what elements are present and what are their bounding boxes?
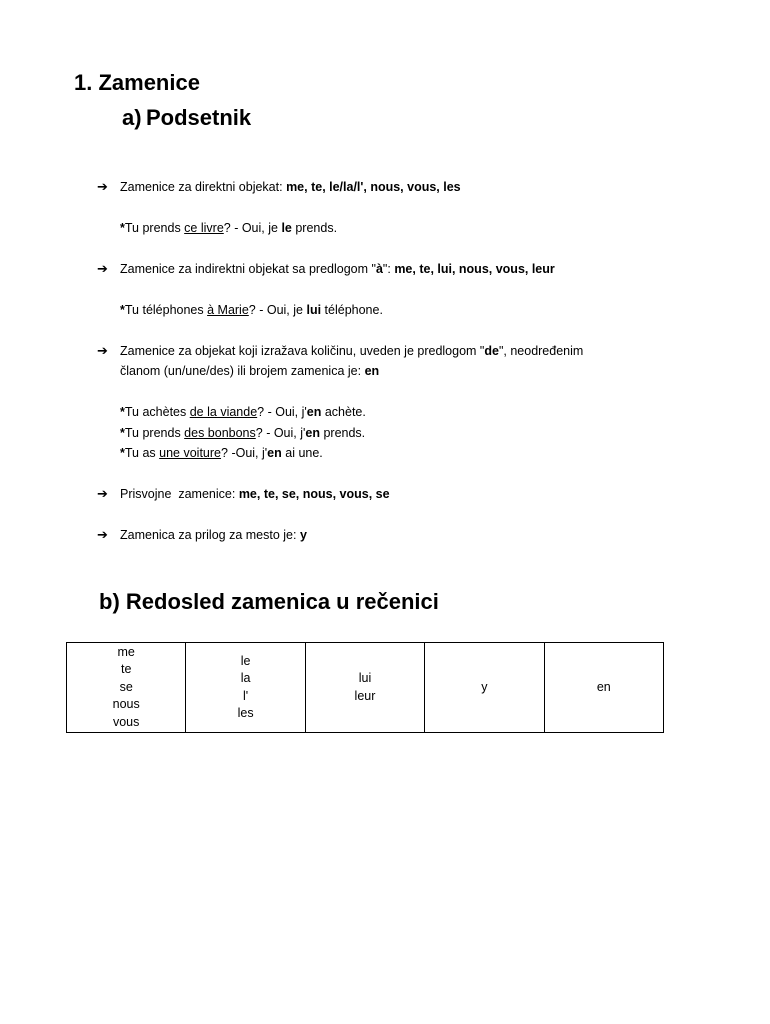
right-arrow-icon: ➔	[97, 179, 108, 194]
page-title: 1. Zamenice	[74, 70, 200, 95]
cell-line: nous	[112, 697, 140, 712]
example-line	[120, 303, 383, 317]
cell-line: me	[117, 644, 135, 659]
example-pre: Tu achètes	[124, 405, 190, 419]
cell-line: te	[120, 662, 132, 677]
bullet-text-mid: ":	[382, 262, 395, 276]
example-line	[120, 221, 337, 235]
cell-line: la	[240, 671, 251, 685]
bullet-text: Prisvojne zamenice:	[120, 487, 239, 501]
bullet-bold: me, te, se, nous, vous, se	[238, 487, 390, 501]
table-cell-col3	[305, 643, 424, 733]
example-line	[120, 405, 366, 419]
example-line	[120, 446, 323, 460]
cell-line: se	[119, 679, 133, 694]
example-star: *	[120, 405, 125, 419]
example-pre: Tu téléphones	[124, 303, 208, 317]
example-mid: ? -Oui, j'	[221, 446, 268, 460]
example-bold: le	[281, 221, 292, 235]
example-underlined: une voiture	[159, 446, 222, 460]
bullet-indirect-object	[120, 262, 555, 276]
bullet-place-adverb	[120, 528, 307, 542]
example-underlined: ce livre	[184, 221, 224, 235]
cell-line: y	[481, 679, 488, 694]
example-bold: en	[305, 426, 320, 440]
cell-line: lui	[358, 671, 372, 685]
example-star: *	[120, 426, 125, 440]
bullet-text: Zamenice za objekat koji izražava količinu, uveden je predlogom "	[120, 344, 485, 358]
example-post: téléphone.	[321, 303, 383, 317]
example-bold: lui	[306, 303, 322, 317]
bullet-text: Zamenica za prilog za mesto je:	[120, 528, 300, 542]
cell-line: le	[240, 653, 251, 668]
bullet-bold: en	[364, 364, 380, 378]
right-arrow-icon: ➔	[97, 343, 108, 358]
example-bold: en	[306, 405, 322, 419]
cell-line: les	[237, 706, 254, 720]
example-star: *	[120, 303, 125, 317]
table-cell-col5	[544, 643, 663, 733]
bullet-quantity-line2	[120, 364, 379, 378]
table-cell-col4	[425, 643, 544, 733]
example-underlined: à Marie	[207, 303, 249, 317]
bullet-quantity	[120, 344, 583, 358]
right-arrow-icon: ➔	[97, 261, 108, 276]
bullet-text: Zamenice za indirektni objekat sa predlogom "	[120, 262, 376, 276]
bullet-bold-mid: à	[375, 262, 383, 276]
example-underlined: des bonbons	[184, 426, 256, 440]
cell-line: en	[596, 679, 611, 694]
right-arrow-icon: ➔	[97, 486, 108, 501]
section-a-heading: a) Podsetnik	[122, 105, 252, 130]
example-mid: ? - Oui, je	[248, 303, 307, 317]
pronoun-order-table	[66, 642, 664, 733]
bullet-bold-mid: de	[484, 344, 499, 358]
example-pre: Tu prends	[124, 426, 185, 440]
example-post: prends.	[291, 221, 338, 235]
example-underlined: de la viande	[189, 405, 258, 419]
table-cell-col1	[67, 643, 186, 733]
example-post: ai une.	[281, 446, 323, 460]
bullet-text: članom (un/une/des) ili brojem zamenica je:	[120, 364, 365, 378]
right-arrow-icon: ➔	[97, 527, 108, 542]
example-post: achète.	[321, 405, 366, 419]
example-bold: en	[267, 446, 282, 460]
cell-line: l'	[243, 688, 249, 703]
cell-line: leur	[354, 688, 376, 703]
section-b-heading: b) Redosled zamenica u rečenici	[99, 589, 439, 614]
cell-line: vous	[112, 714, 140, 729]
bullet-bold: me, te, lui, nous, vous, leur	[394, 262, 555, 276]
example-pre: Tu as	[124, 446, 160, 460]
example-post: prends.	[319, 426, 366, 440]
bullet-text-mid: ", neodređenim	[498, 344, 584, 358]
example-mid: ? - Oui, j'	[257, 405, 307, 419]
bullet-reflexive	[120, 487, 390, 501]
example-pre: Tu prends	[124, 221, 185, 235]
example-mid: ? - Oui, j'	[255, 426, 306, 440]
bullet-direct-object	[120, 180, 461, 194]
table-row	[67, 643, 664, 733]
bullet-bold: y	[299, 528, 307, 542]
table-cell-col2	[186, 643, 305, 733]
example-star: *	[120, 446, 125, 460]
example-star: *	[120, 221, 125, 235]
example-mid: ? - Oui, je	[223, 221, 282, 235]
bullet-bold: me, te, le/la/l', nous, vous, les	[286, 180, 461, 194]
bullet-text: Zamenice za direktni objekat:	[120, 180, 287, 194]
example-line	[120, 426, 365, 440]
